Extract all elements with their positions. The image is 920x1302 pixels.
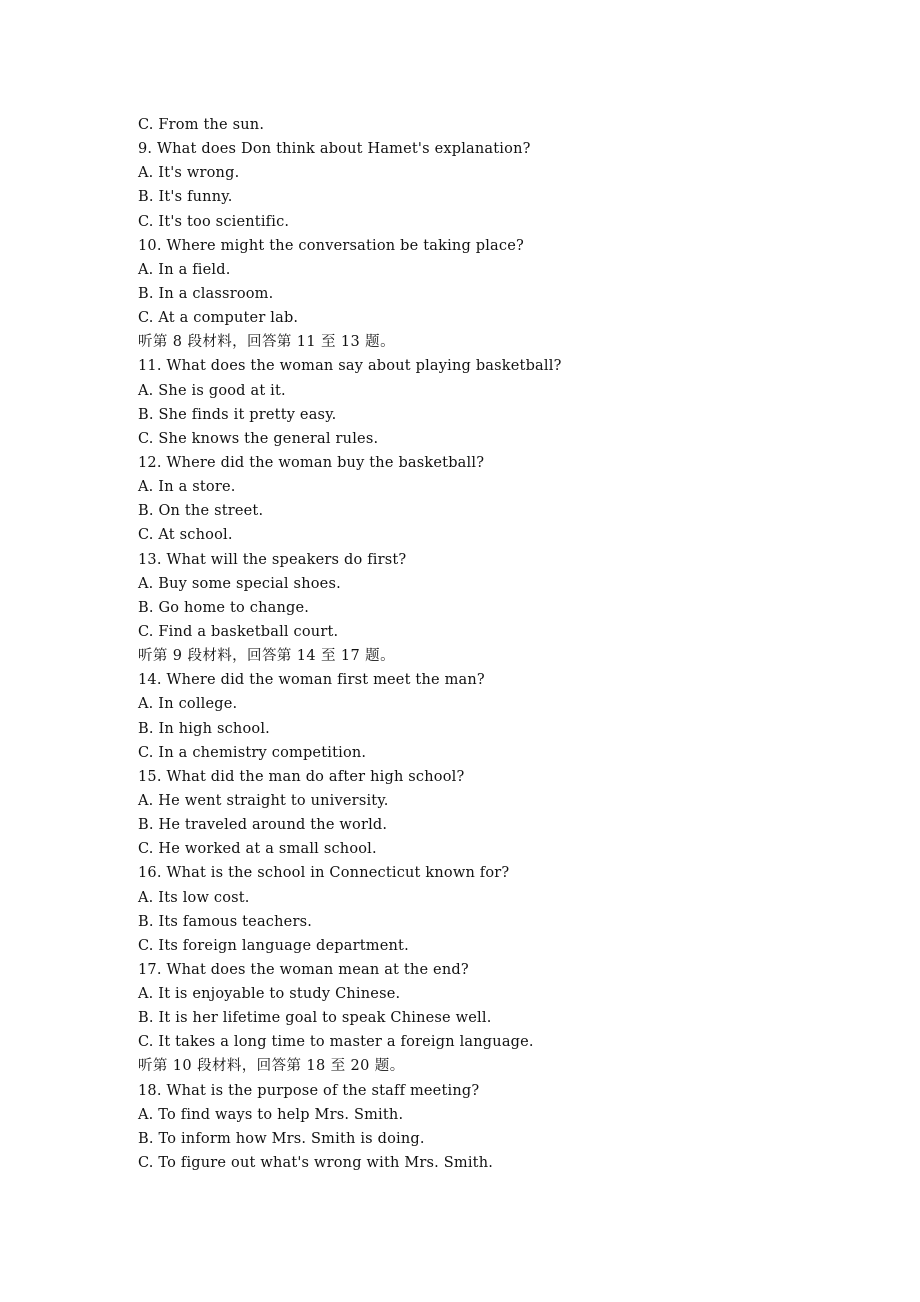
question-text: 9. What does Don think about Hamet's explanation? bbox=[138, 141, 531, 158]
answer-option: C. At school. bbox=[138, 527, 233, 544]
answer-option: A. Its low cost. bbox=[138, 889, 250, 906]
answer-option: A. It's wrong. bbox=[138, 165, 240, 182]
answer-option: A. He went straight to university. bbox=[138, 792, 389, 809]
question-text: 14. Where did the woman first meet the man? bbox=[138, 672, 485, 689]
section-heading: 听第 10 段材料，回答第 18 至 20 题。 bbox=[138, 1058, 405, 1075]
answer-option: C. He worked at a small school. bbox=[138, 841, 377, 858]
question-text: 15. What did the man do after high school? bbox=[138, 768, 465, 785]
answer-option: C. From the sun. bbox=[138, 117, 265, 133]
answer-option: C. At a computer lab. bbox=[138, 310, 299, 327]
answer-option: B. It is her lifetime goal to speak Chinese well. bbox=[138, 1010, 492, 1027]
answer-option: B. It's funny. bbox=[138, 189, 233, 206]
answer-option: C. In a chemistry competition. bbox=[138, 744, 367, 761]
answer-option: B. Its famous teachers. bbox=[138, 913, 313, 930]
answer-option: B. On the street. bbox=[138, 503, 264, 520]
question-text: 13. What will the speakers do first? bbox=[138, 551, 407, 568]
answer-option: C. To figure out what's wrong with Mrs. Smith. bbox=[138, 1155, 494, 1172]
answer-option: C. She knows the general rules. bbox=[138, 430, 379, 447]
answer-option: A. In a field. bbox=[138, 261, 231, 278]
answer-option: A. Buy some special shoes. bbox=[138, 575, 341, 592]
question-text: 18. What is the purpose of the staff meeting? bbox=[138, 1082, 480, 1099]
answer-option: A. To find ways to help Mrs. Smith. bbox=[138, 1106, 404, 1123]
question-text: 11. What does the woman say about playing basketball? bbox=[138, 358, 562, 375]
answer-option: A. In a store. bbox=[138, 479, 236, 496]
answer-option: B. He traveled around the world. bbox=[138, 817, 388, 834]
answer-option: B. In a classroom. bbox=[138, 285, 274, 302]
question-text: 10. Where might the conversation be taking place? bbox=[138, 237, 524, 254]
section-heading: 听第 8 段材料，回答第 11 至 13 题。 bbox=[138, 334, 395, 351]
document-body bbox=[138, 113, 838, 1175]
answer-option: C. Find a basketball court. bbox=[138, 623, 339, 640]
answer-option: B. She finds it pretty easy. bbox=[138, 406, 337, 423]
question-text: 12. Where did the woman buy the basketball? bbox=[138, 454, 485, 471]
answer-option: A. She is good at it. bbox=[138, 382, 286, 399]
answer-option: C. It takes a long time to master a foreign language. bbox=[138, 1034, 534, 1051]
question-text: 17. What does the woman mean at the end? bbox=[138, 961, 469, 978]
question-text: 16. What is the school in Connecticut known for? bbox=[138, 865, 510, 882]
section-heading: 听第 9 段材料，回答第 14 至 17 题。 bbox=[138, 648, 395, 665]
answer-option: A. It is enjoyable to study Chinese. bbox=[138, 986, 401, 1003]
answer-option: B. To inform how Mrs. Smith is doing. bbox=[138, 1130, 425, 1147]
answer-option: C. It's too scientific. bbox=[138, 213, 290, 230]
answer-option: B. In high school. bbox=[138, 720, 270, 737]
answer-option: A. In college. bbox=[138, 696, 238, 713]
answer-option: C. Its foreign language department. bbox=[138, 937, 409, 954]
answer-option: B. Go home to change. bbox=[138, 599, 310, 616]
